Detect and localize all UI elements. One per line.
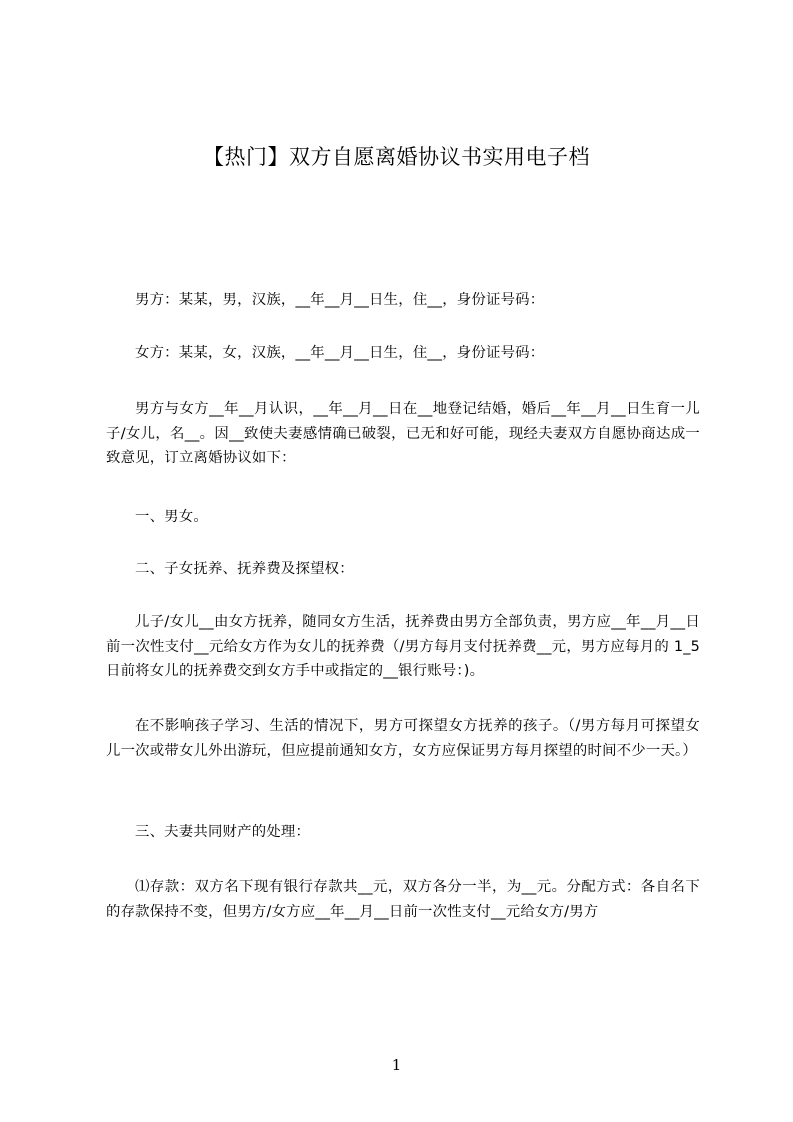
paragraph-child-support: 儿子/女儿__由女方抚养，随同女方生活，抚养费由男方全部负责，男方应__年__月__日前一次性支付__元给女方作为女儿的抚养费（/男方每月支付抚养费__元，男方应每月的 1_5 日前将女儿的抚养费交到女方手中或指定的__银行账号：)。 (106, 614, 700, 679)
paragraph-section-three-heading: 三、夫妻共同财产的处理： (135, 824, 311, 840)
page-number: 1 (391, 1056, 402, 1074)
paragraph-deposits: ⑴存款：双方名下现有银行存款共__元，双方各分一半，为__元。分配方式：各自名下的存款保持不变，但男方/女方应__年__月__日前一次性支付__元给女方/男方 (106, 879, 700, 920)
paragraph-visitation-rights: 在不影响孩子学习、生活的情况下，男方可探望女方抚养的孩子。（/男方每月可探望女儿一次或带女儿外出游玩，但应提前通知女方，女方应保证男方每月探望的时间不少一天。） (106, 718, 700, 759)
paragraph-section-one: 一、男女。 (135, 509, 208, 525)
paragraph-marriage-background: 男方与女方__年__月认识，__年__月__日在__地登记结婚，婚后__年__月__日生育一儿子/女儿，名__。因__致使夫妻感情确已破裂，已无和好可能，现经夫妻双方自愿协商达成一致意见，订立离婚协议如下： (106, 401, 700, 466)
paragraph-section-two-heading: 二、子女抚养、抚养费及探望权： (135, 561, 354, 577)
paragraph-male-party: 男方：某某，男，汉族，__年__月__日生，住__，身份证号码： (135, 292, 545, 308)
paragraph-female-party: 女方：某某，女，汉族，__年__月__日生，住__，身份证号码： (135, 345, 545, 361)
document-title: 【热门】双方自愿离婚协议书实用电子档 (203, 145, 590, 169)
